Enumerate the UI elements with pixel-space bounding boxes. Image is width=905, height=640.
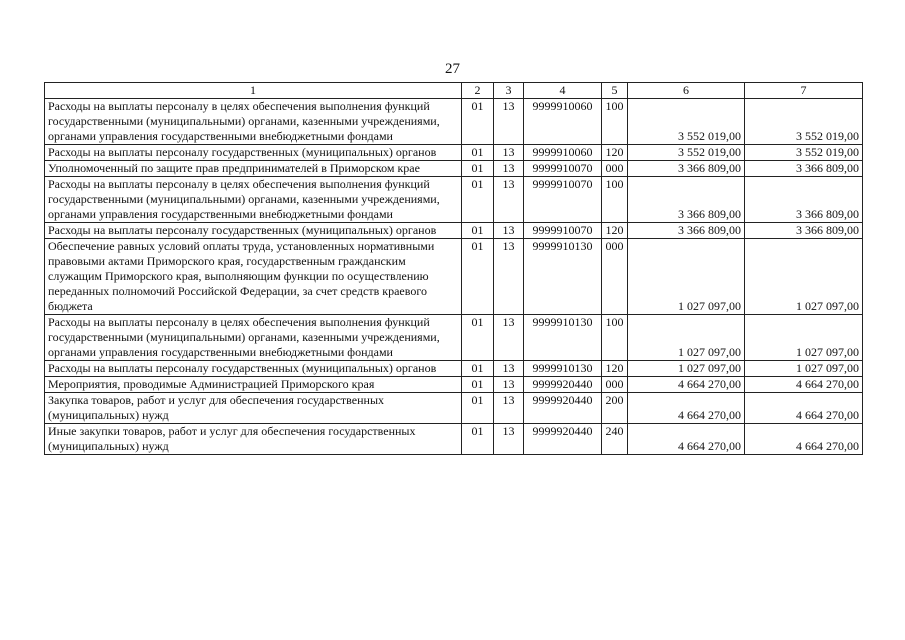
expense-type-code: 100 [602, 315, 628, 361]
target-article-code: 9999910130 [524, 361, 602, 377]
subsection-code: 13 [494, 239, 524, 315]
section-code: 01 [462, 377, 494, 393]
expense-type-code: 120 [602, 223, 628, 239]
amount-col6: 1 027 097,00 [628, 239, 745, 315]
table-row [45, 424, 863, 455]
target-article-code: 9999910060 [524, 145, 602, 161]
amount-col7: 3 366 809,00 [745, 223, 863, 239]
expense-name: Расходы на выплаты персоналу в целях обеспечения выполнения функций государственными (муниципальными) органами, казенными учреждениями, органами управления государственными внебюджетными фондами [45, 177, 462, 223]
table-row [45, 99, 863, 145]
table-row [45, 361, 863, 377]
expense-name: Расходы на выплаты персоналу государственных (муниципальных) органов [45, 145, 462, 161]
expense-name: Уполномоченный по защите прав предпринимателей в Приморском крае [45, 161, 462, 177]
amount-col6: 3 366 809,00 [628, 223, 745, 239]
amount-col7: 1 027 097,00 [745, 315, 863, 361]
section-code: 01 [462, 361, 494, 377]
subsection-code: 13 [494, 393, 524, 424]
section-code: 01 [462, 393, 494, 424]
expense-type-code: 000 [602, 161, 628, 177]
amount-col7: 3 366 809,00 [745, 177, 863, 223]
expense-type-code: 000 [602, 377, 628, 393]
section-code: 01 [462, 161, 494, 177]
amount-col6: 1 027 097,00 [628, 361, 745, 377]
header-cell: 5 [602, 83, 628, 99]
target-article-code: 9999910070 [524, 161, 602, 177]
header-cell: 6 [628, 83, 745, 99]
amount-col6: 3 366 809,00 [628, 161, 745, 177]
table-row [45, 239, 863, 315]
section-code: 01 [462, 239, 494, 315]
page-number: 27 [445, 61, 460, 77]
section-code: 01 [462, 145, 494, 161]
expense-type-code: 240 [602, 424, 628, 455]
amount-col7: 1 027 097,00 [745, 361, 863, 377]
amount-col6: 3 552 019,00 [628, 99, 745, 145]
subsection-code: 13 [494, 177, 524, 223]
subsection-code: 13 [494, 315, 524, 361]
subsection-code: 13 [494, 361, 524, 377]
expense-name: Расходы на выплаты персоналу государственных (муниципальных) органов [45, 223, 462, 239]
budget-table [44, 82, 863, 455]
expense-type-code: 200 [602, 393, 628, 424]
amount-col7: 3 366 809,00 [745, 161, 863, 177]
header-cell: 1 [45, 83, 462, 99]
expense-type-code: 120 [602, 361, 628, 377]
subsection-code: 13 [494, 377, 524, 393]
target-article-code: 9999920440 [524, 377, 602, 393]
target-article-code: 9999920440 [524, 424, 602, 455]
amount-col6: 4 664 270,00 [628, 424, 745, 455]
expense-name: Обеспечение равных условий оплаты труда, установленных нормативными правовыми актами Приморского края, государственным гражданским служащим Приморского края, выполняющим функции по осуществлению переданных полномочий Российской Федерации, за счет средств краевого бюджета [45, 239, 462, 315]
expense-name: Закупка товаров, работ и услуг для обеспечения государственных (муниципальных) нужд [45, 393, 462, 424]
expense-type-code: 120 [602, 145, 628, 161]
table-row [45, 315, 863, 361]
amount-col7: 4 664 270,00 [745, 424, 863, 455]
expense-name: Расходы на выплаты персоналу в целях обеспечения выполнения функций государственными (муниципальными) органами, казенными учреждениями, органами управления государственными внебюджетными фондами [45, 99, 462, 145]
subsection-code: 13 [494, 161, 524, 177]
target-article-code: 9999910130 [524, 239, 602, 315]
section-code: 01 [462, 223, 494, 239]
target-article-code: 9999910130 [524, 315, 602, 361]
section-code: 01 [462, 99, 494, 145]
table-row [45, 393, 863, 424]
target-article-code: 9999910070 [524, 223, 602, 239]
header-row [45, 83, 863, 99]
amount-col6: 4 664 270,00 [628, 393, 745, 424]
target-article-code: 9999920440 [524, 393, 602, 424]
subsection-code: 13 [494, 145, 524, 161]
expense-name: Расходы на выплаты персоналу государственных (муниципальных) органов [45, 361, 462, 377]
table-row [45, 161, 863, 177]
header-cell: 3 [494, 83, 524, 99]
section-code: 01 [462, 424, 494, 455]
amount-col6: 3 366 809,00 [628, 177, 745, 223]
header-cell: 2 [462, 83, 494, 99]
subsection-code: 13 [494, 99, 524, 145]
header-cell: 7 [745, 83, 863, 99]
amount-col7: 4 664 270,00 [745, 393, 863, 424]
table-row [45, 377, 863, 393]
expense-name: Иные закупки товаров, работ и услуг для обеспечения государственных (муниципальных) нужд [45, 424, 462, 455]
header-cell: 4 [524, 83, 602, 99]
amount-col6: 1 027 097,00 [628, 315, 745, 361]
amount-col6: 4 664 270,00 [628, 377, 745, 393]
target-article-code: 9999910070 [524, 177, 602, 223]
table-row [45, 177, 863, 223]
section-code: 01 [462, 315, 494, 361]
expense-type-code: 000 [602, 239, 628, 315]
amount-col7: 1 027 097,00 [745, 239, 863, 315]
table-row [45, 223, 863, 239]
expense-type-code: 100 [602, 177, 628, 223]
amount-col7: 4 664 270,00 [745, 377, 863, 393]
target-article-code: 9999910060 [524, 99, 602, 145]
amount-col6: 3 552 019,00 [628, 145, 745, 161]
expense-name: Мероприятия, проводимые Администрацией Приморского края [45, 377, 462, 393]
expense-type-code: 100 [602, 99, 628, 145]
amount-col7: 3 552 019,00 [745, 99, 863, 145]
subsection-code: 13 [494, 223, 524, 239]
subsection-code: 13 [494, 424, 524, 455]
amount-col7: 3 552 019,00 [745, 145, 863, 161]
expense-name: Расходы на выплаты персоналу в целях обеспечения выполнения функций государственными (муниципальными) органами, казенными учреждениями, органами управления государственными внебюджетными фондами [45, 315, 462, 361]
section-code: 01 [462, 177, 494, 223]
table-row [45, 145, 863, 161]
